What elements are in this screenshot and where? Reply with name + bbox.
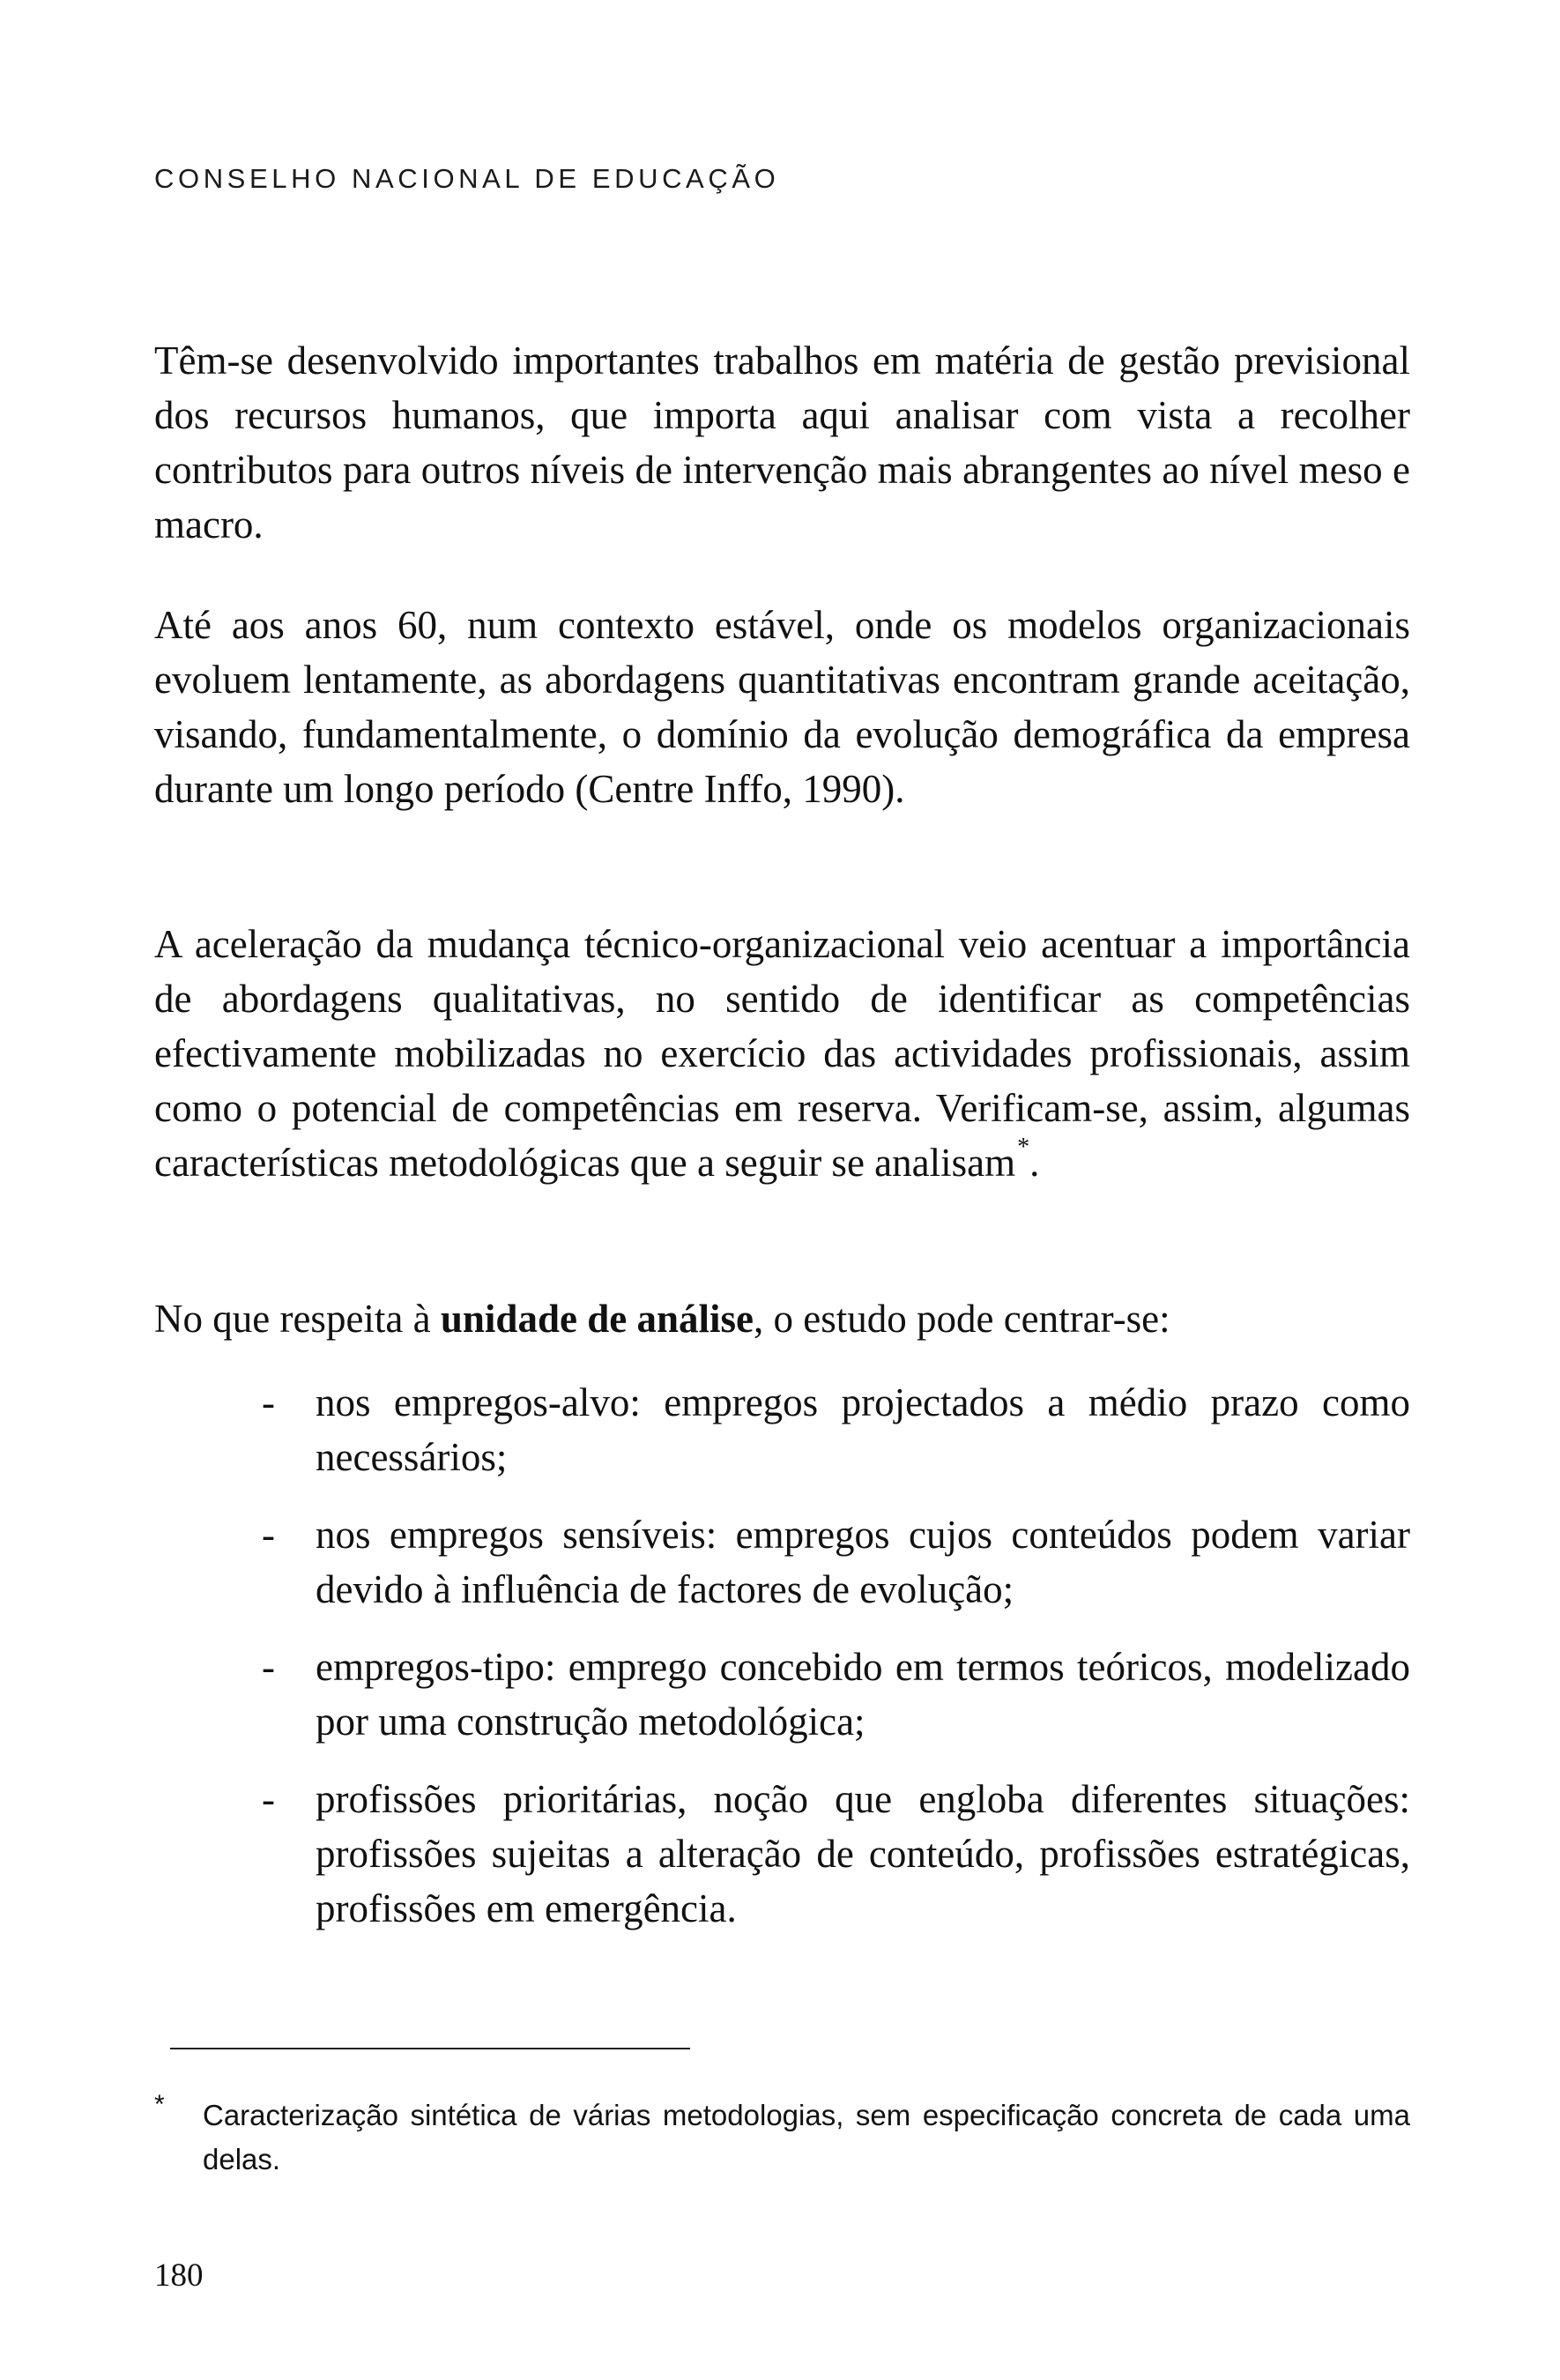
paragraph-1: Têm-se desenvolvido importantes trabalhos em matéria de gestão previsional dos recursos humanos, que importa aqui analisar com vista a recolher contributos para outros níveis de intervenção mais abrangentes ao nível meso e macro. — [154, 338, 1410, 547]
list-item — [154, 1507, 1410, 1617]
footnote — [154, 2090, 1410, 2182]
list-item — [154, 1375, 1410, 1484]
paragraph-2: Até aos anos 60, num contexto estável, onde os modelos organizacionais evoluem lentamente, as abordagens quantitativas encontram grande aceitação, visando, fundamentalmente, o domínio da evolução demográfica da empresa durante um longo período (Centre Inffo, 1990). — [154, 603, 1410, 811]
paragraph-4-bold-term: unidade de análise — [440, 1297, 754, 1341]
paragraph-4-tail: , o estudo pode centrar-se: — [753, 1297, 1170, 1341]
list-dash: - — [262, 1380, 275, 1424]
paragraph-3-text: A aceleração da mudança técnico-organizacional veio acentuar a importância de abordagens qualitativas, no sentido de identificar as competências efectivamente mobilizadas no exercício das actividades profissionais, assim como o potencial de competências em reserva. Verificam-se, assim, algumas características metodológicas que a seguir se analisam — [154, 922, 1410, 1185]
footnote-reference: * — [1017, 1134, 1030, 1161]
list-dash: - — [262, 1513, 275, 1557]
footnote-text: Caracterização sintética de várias metodologias, sem especificação concreta de cada uma delas. — [203, 2099, 1410, 2175]
list-item-text: nos empregos sensíveis: empregos cujos conteúdos podem variar devido à influência de factores de evolução; — [316, 1513, 1410, 1611]
page-number: 180 — [154, 2257, 204, 2294]
paragraph-3 — [154, 917, 1410, 1196]
list-item-text: nos empregos-alvo: empregos projectados a médio prazo como necessários; — [316, 1380, 1410, 1479]
list-item — [154, 1772, 1410, 1936]
list-item — [154, 1640, 1410, 1749]
paragraph-3-end: . — [1029, 1141, 1040, 1185]
paragraph-4 — [154, 1291, 1410, 1346]
running-header: CONSELHO NACIONAL DE EDUCAÇÃO — [154, 163, 780, 194]
paragraph-4-lead: No que respeita à — [154, 1297, 441, 1341]
footnote-divider — [170, 2048, 690, 2049]
analysis-unit-list — [154, 1375, 1410, 1959]
list-dash: - — [262, 1645, 275, 1689]
list-item-text: empregos-tipo: emprego concebido em termos teóricos, modelizado por uma construção metodológica; — [316, 1645, 1410, 1744]
list-item-text: profissões prioritárias, noção que engloba diferentes situações: profissões sujeitas a alteração de conteúdo, profissões estratégicas, profissões em emergência. — [316, 1777, 1410, 1930]
list-dash: - — [262, 1777, 275, 1821]
footnote-marker: * — [154, 2090, 165, 2119]
